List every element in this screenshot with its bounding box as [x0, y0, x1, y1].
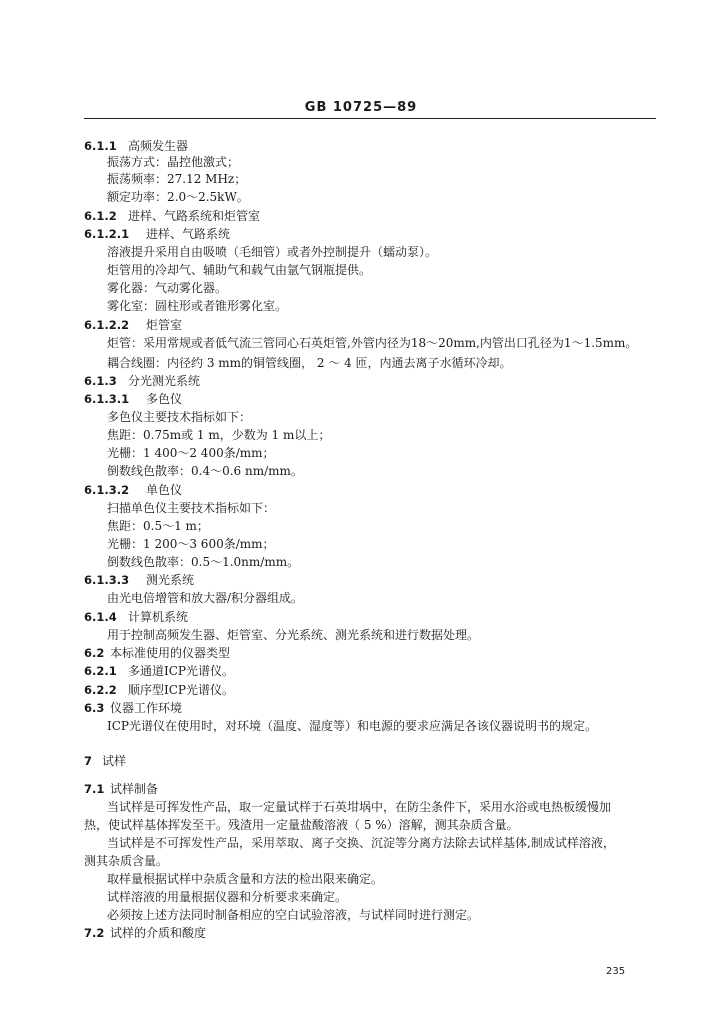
body-text: 溶液提升采用自由吸喷（毛细管）或者外控制提升（蠕动泵）。: [107, 245, 438, 259]
body-text: 振荡方式：晶控他激式；: [107, 155, 240, 169]
section-number: 6.2.1: [84, 664, 117, 678]
body-text: 雾化室：圆柱形或者锥形雾化室。: [107, 299, 288, 313]
section-title: 测光系统: [146, 573, 195, 587]
body-text: 试样溶液的用量根据仪器和分析要求来确定。: [107, 890, 348, 904]
body-text: 热，使试样基体挥发至干。残渣用一定量盐酸溶液（ 5 %）溶解，测其杂质含量。: [84, 818, 519, 832]
section-number: 6.1.2.2: [84, 318, 130, 332]
body-text: 耦合线圈：内径约 3 mm的铜管线圈， 2 ～ 4 匝，内通去离子水循环冷却。: [107, 356, 512, 370]
section-number: 6.1.3.1: [84, 392, 130, 406]
body-text: 必须按上述方法同时制备相应的空白试验溶液，与试样同时进行测定。: [107, 908, 480, 922]
section-title: 多通道ICP光谱仪。: [128, 664, 234, 678]
body-text: 振荡频率：27.12 MHz；: [107, 172, 247, 186]
section-number: 6.2.2: [84, 683, 117, 697]
body-text: 当试样是不可挥发性产品，采用萃取、离子交换、沉淀等分离方法除去试样基体,制成试样溶液，: [107, 836, 615, 850]
section-title: 仪器工作环境: [110, 701, 183, 715]
body-text: 焦距：0.75m或 1 m，少数为 1 m以上；: [107, 428, 331, 442]
section-number: 6.1.4: [84, 610, 117, 624]
section-title: 本标准使用的仪器类型: [110, 646, 231, 660]
body-text: 当试样是可挥发性产品，取一定量试样于石英坩埚中，在防尘条件下，采用水浴或电热板缓慢加: [107, 800, 612, 814]
page-number: 235: [606, 966, 626, 977]
section-number: 6.1.2: [84, 209, 117, 223]
body-text: ICP光谱仪在使用时，对环境（温度、湿度等）和电源的要求应满足各该仪器说明书的规定。: [107, 719, 597, 733]
body-text: 额定功率：2.0～2.5kW。: [107, 190, 249, 204]
body-text: 光栅：1 400～2 400条/mm；: [107, 446, 275, 460]
section-number: 6.1.3.2: [84, 483, 130, 497]
section-title: 试样的介质和酸度: [110, 926, 207, 940]
section-title: 顺序型ICP光谱仪。: [128, 683, 234, 697]
body-text: 光栅：1 200～3 600条/mm；: [107, 537, 275, 551]
section-title: 单色仪: [146, 483, 183, 497]
section-title: 多色仪: [146, 392, 183, 406]
body-text: 倒数线色散率：0.4～0.6 nm/mm。: [107, 464, 303, 478]
standard-header: GB 10725—89: [304, 100, 418, 115]
section-number: 6.1.2.1: [84, 227, 130, 241]
section-number: 7.1: [84, 782, 105, 796]
body-text: 炬管用的冷却气、辅助气和载气由氩气钢瓶提供。: [107, 263, 372, 277]
body-text: 扫描单色仪主要技术指标如下：: [107, 501, 276, 515]
section-number: 7: [84, 754, 93, 768]
body-text: 测其杂质含量。: [84, 854, 169, 868]
section-title: 试样: [102, 754, 127, 768]
section-title: 分光测光系统: [128, 374, 201, 388]
section-title: 试样制备: [110, 782, 159, 796]
section-title: 计算机系统: [128, 610, 189, 624]
section-number: 6.3: [84, 701, 105, 715]
body-text: 多色仪主要技术指标如下：: [107, 410, 252, 424]
section-number: 6.1.1: [84, 139, 117, 153]
section-number: 6.1.3: [84, 374, 117, 388]
body-text: 焦距：0.5～1 m；: [107, 519, 209, 533]
header-rule: [84, 118, 656, 119]
section-title: 炬管室: [146, 318, 183, 332]
body-text: 取样量根据试样中杂质含量和方法的检出限来确定。: [107, 872, 384, 886]
section-number: 6.2: [84, 646, 105, 660]
body-text: 炬管：采用常规或者低气流三管同心石英炬管,外管内径为18～20mm,内管出口孔径为1～1.5mm。: [107, 336, 638, 350]
section-title: 进样、气路系统和炬管室: [128, 209, 261, 223]
body-text: 雾化器：气动雾化器。: [107, 281, 228, 295]
section-number: 7.2: [84, 926, 105, 940]
section-title: 高频发生器: [128, 139, 189, 153]
section-number: 6.1.3.3: [84, 573, 130, 587]
body-text: 由光电倍增管和放大器/积分器组成。: [107, 591, 304, 605]
section-title: 进样、气路系统: [146, 227, 231, 241]
body-text: 用于控制高频发生器、炬管室、分光系统、测光系统和进行数据处理。: [107, 628, 480, 642]
body-text: 倒数线色散率：0.5～1.0nm/mm。: [107, 555, 300, 569]
